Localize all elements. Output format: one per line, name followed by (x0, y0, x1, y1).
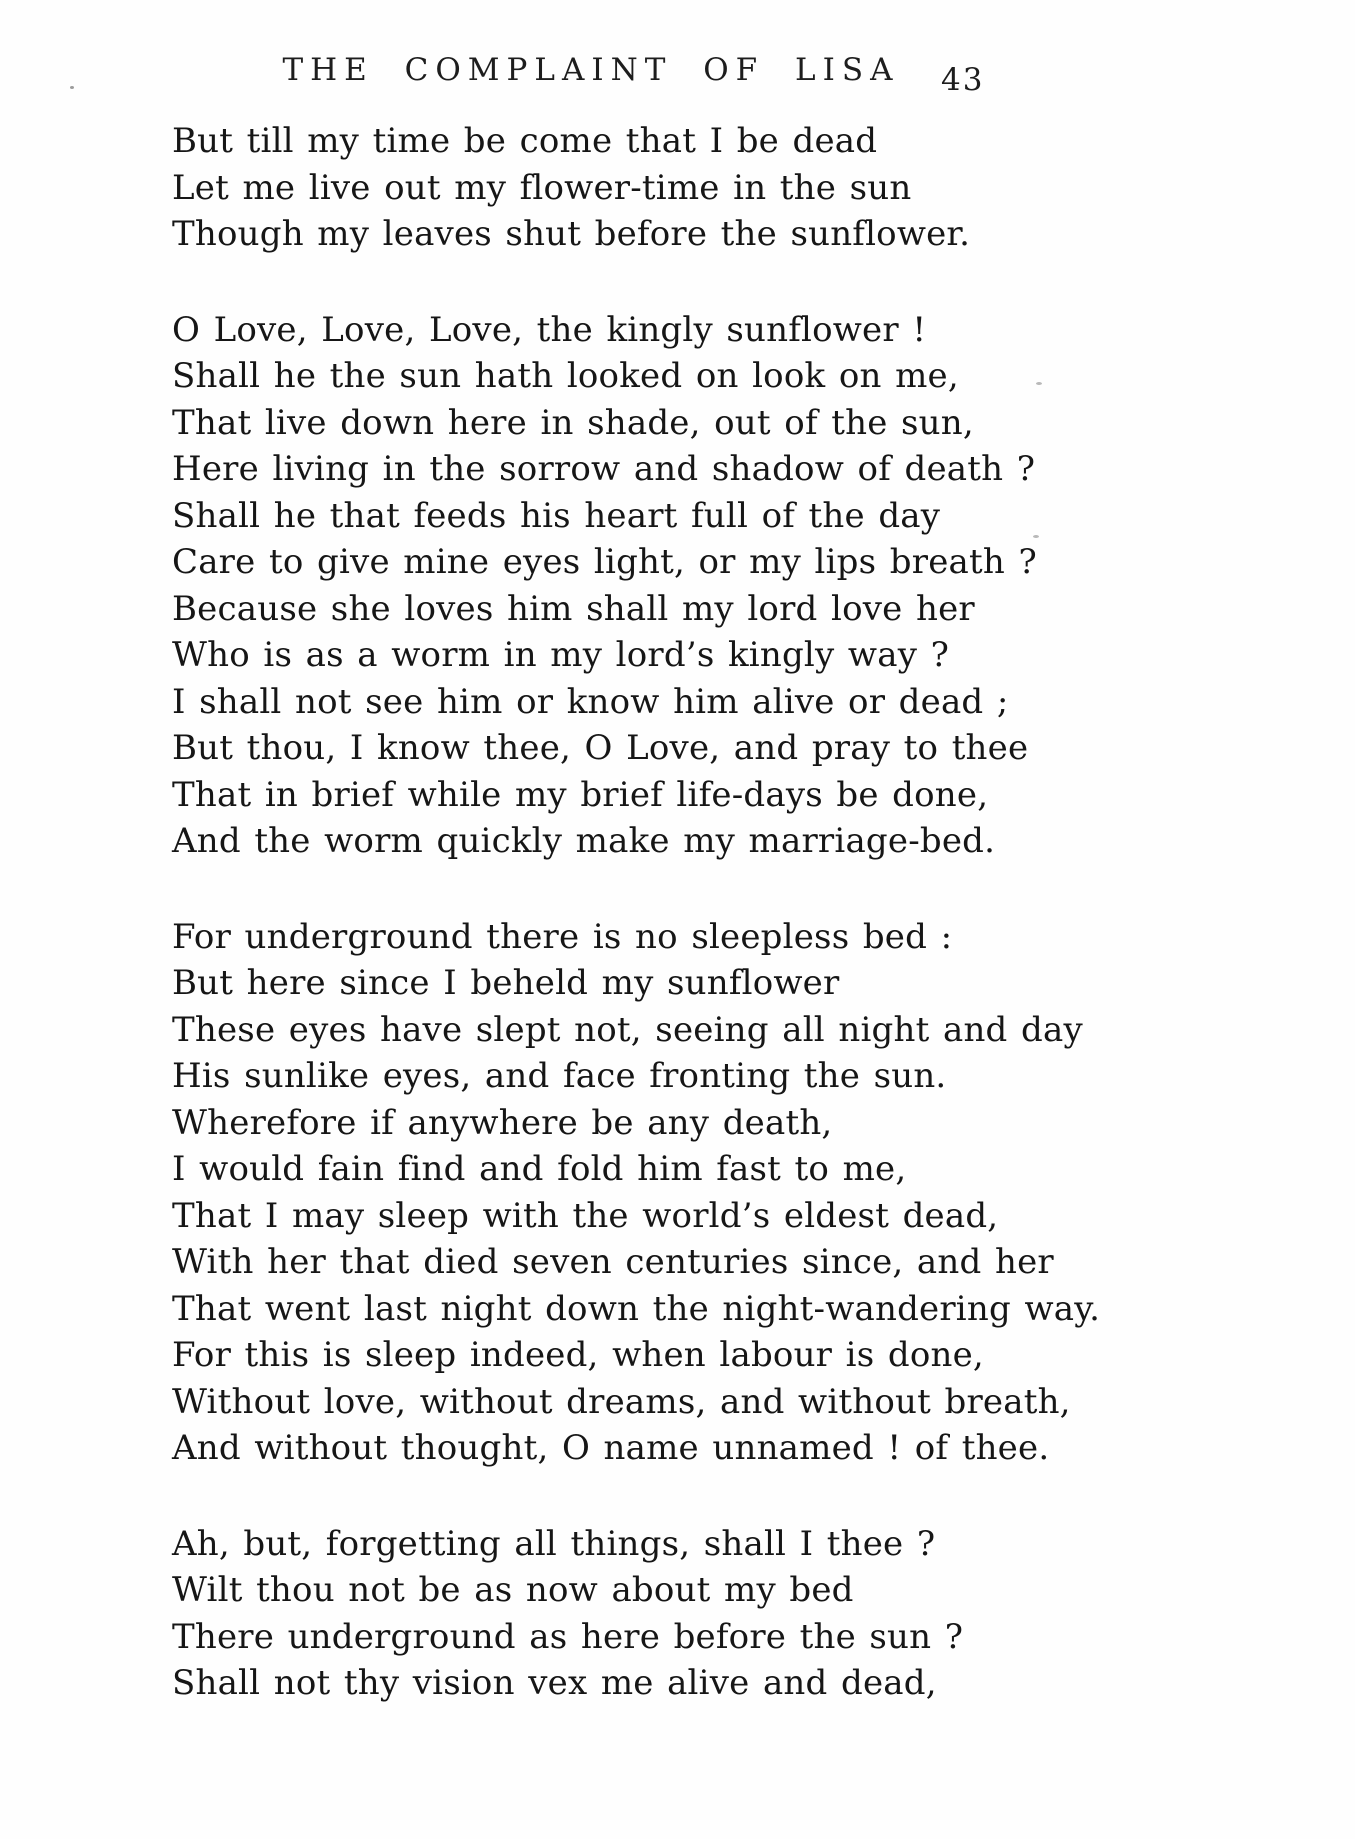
poem-line: I would fain find and fold him fast to me, (172, 1149, 907, 1189)
poem-line: That live down here in shade, out of the sun, (172, 402, 974, 443)
poem-line: But thou, I know thee, O Love, and pray to thee (172, 728, 1029, 768)
scan-speck (1033, 535, 1039, 538)
poem-line: Care to give mine eyes light, or my lips breath ? (172, 542, 1037, 582)
poem-line: Wherefore if anywhere be any death, (172, 1102, 833, 1143)
poem-line: For this is sleep indeed, when labour is done, (172, 1335, 984, 1375)
poem-line: Though my leaves shut before the sunflower. (172, 214, 971, 254)
poem-line: That in brief while my brief life-days be done, (172, 774, 989, 815)
poem-line: Wilt thou not be as now about my bed (172, 1570, 854, 1610)
poem (172, 118, 1232, 1756)
poem-line: But here since I beheld my sunflower (172, 963, 840, 1003)
running-title: THE COMPLAINT OF LISA (282, 52, 900, 88)
poem-line: O Love, Love, Love, the kingly sunflower ! (172, 309, 927, 350)
poem-line: These eyes have slept not, seeing all night and day (172, 1009, 1083, 1050)
page-header (172, 52, 1010, 88)
poem-line: His sunlike eyes, and face fronting the sun. (172, 1056, 947, 1096)
poem-line: Shall not thy vision vex me alive and dead, (172, 1663, 937, 1703)
stanza (172, 118, 1232, 258)
poem-line: But till my time be come that I be dead (172, 121, 878, 161)
poem-line: With her that died seven centuries since, and her (172, 1242, 1054, 1282)
stanza (172, 1521, 1232, 1707)
scan-speck (1036, 382, 1042, 385)
page-number: 43 (941, 62, 985, 98)
stanza (172, 307, 1232, 865)
poem-line: Because she loves him shall my lord love her (172, 588, 975, 629)
poem-line: Here living in the sorrow and shadow of death ? (172, 449, 1036, 489)
poem-line: And the worm quickly make my marriage-bed. (172, 821, 996, 861)
scan-speck (70, 86, 74, 89)
poem-line: There underground as here before the sun ? (172, 1616, 964, 1657)
poem-line: Let me live out my flower-time in the sun (172, 167, 912, 208)
poem-line: That I may sleep with the world’s eldest dead, (172, 1195, 999, 1236)
poem-line: Shall he that feeds his heart full of the day (172, 495, 941, 536)
poem-line: Shall he the sun hath looked on look on me, (172, 356, 959, 396)
poem-line: Without love, without dreams, and without breath, (172, 1381, 1071, 1422)
poem-line: Who is as a worm in my lord’s kingly way ? (172, 635, 950, 675)
poem-line: That went last night down the night-wandering way. (172, 1288, 1101, 1329)
poem-line: And without thought, O name unnamed ! of thee. (172, 1428, 1050, 1468)
poem-line: Ah, but, forgetting all things, shall I thee ? (172, 1523, 936, 1564)
poem-line: I shall not see him or know him alive or dead ; (172, 681, 1009, 722)
poem-line: For underground there is no sleepless bed : (172, 916, 953, 957)
stanza (172, 914, 1232, 1472)
